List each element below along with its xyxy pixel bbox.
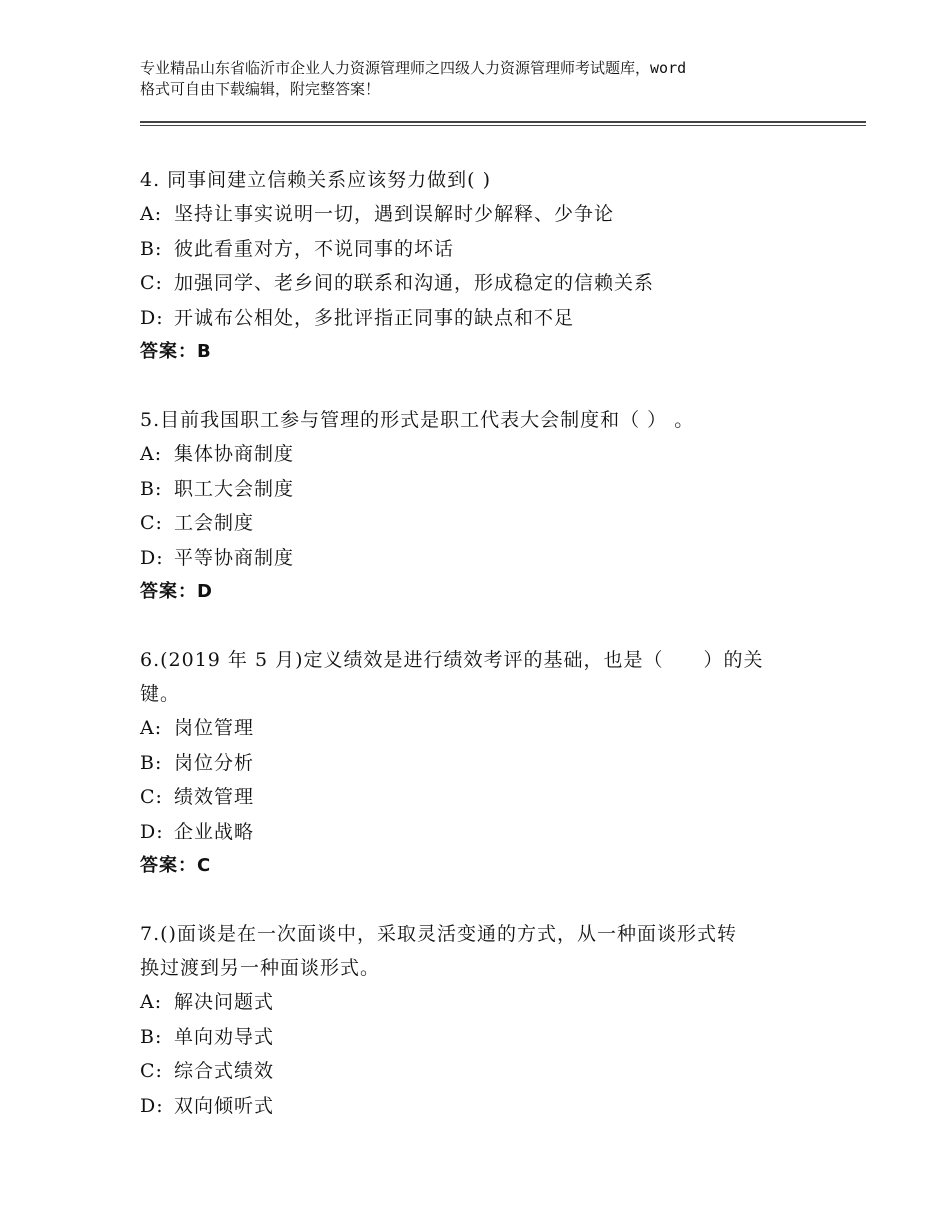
option-key: B:: [140, 237, 163, 260]
answer-line: 答案：B: [140, 341, 212, 362]
question-stem: 4. 同事间建立信赖关系应该努力做到( ): [140, 169, 492, 191]
answer-option: [140, 301, 820, 336]
header-divider: [140, 121, 866, 123]
answer-option: [140, 541, 820, 576]
option-key: A:: [140, 443, 163, 465]
question-block: [140, 643, 820, 883]
question-spacer: [140, 883, 820, 917]
option-text: 平等协商制度: [174, 546, 295, 569]
option-key: C:: [140, 1060, 163, 1082]
question-stem: 换过渡到另一种面谈形式。: [140, 957, 381, 979]
option-text: 加强同学、老乡间的联系和沟通，形成稳定的信赖关系: [174, 272, 655, 294]
header-line-1: 专业精品山东省临沂市企业人力资源管理师之四级人力资源管理师考试题库，word: [140, 59, 687, 77]
option-key: D:: [140, 1094, 164, 1117]
answer-option: [140, 780, 820, 815]
option-text: 坚持让事实说明一切，遇到误解时少解释、少争论: [174, 203, 615, 225]
option-key: D:: [140, 546, 164, 569]
option-text: 集体协商制度: [174, 443, 295, 465]
option-key: B:: [140, 1025, 163, 1048]
answer-option: [140, 437, 820, 472]
option-key: D:: [140, 306, 164, 329]
option-text: 职工大会制度: [174, 477, 295, 500]
option-text: 岗位分析: [174, 751, 255, 774]
option-text: 综合式绩效: [174, 1060, 275, 1082]
answer-option: [140, 197, 820, 232]
question-block: [140, 403, 820, 609]
answer-option: [140, 746, 820, 781]
answer-option: [140, 472, 820, 507]
answer-option: [140, 1020, 820, 1055]
option-key: A:: [140, 203, 163, 225]
option-key: C:: [140, 786, 163, 808]
question-spacer: [140, 609, 820, 643]
option-text: 企业战略: [174, 820, 255, 843]
header-line-2: 格式可自由下载编辑，附完整答案！: [140, 80, 381, 98]
question-stem: 7.()面谈是在一次面谈中，采取灵活变通的方式，从一种面谈形式转: [140, 923, 737, 945]
answer-option: [140, 266, 820, 301]
option-key: A:: [140, 717, 163, 739]
question-list: [140, 163, 820, 1123]
option-text: 双向倾听式: [174, 1094, 275, 1117]
question-stem: 5.目前我国职工参与管理的形式是职工代表大会制度和（ ） 。: [140, 409, 695, 431]
answer-line: 答案：C: [140, 855, 212, 876]
option-text: 开诚布公相处，多批评指正同事的缺点和不足: [174, 306, 575, 329]
answer-option: [140, 1054, 820, 1089]
option-key: B:: [140, 477, 163, 500]
answer-option: [140, 711, 820, 746]
answer-option: [140, 506, 820, 541]
header-divider-thin: [140, 125, 866, 126]
option-text: 工会制度: [174, 512, 255, 534]
question-block: [140, 163, 820, 369]
option-text: 绩效管理: [174, 786, 255, 808]
question-stem: 键。: [140, 683, 181, 705]
option-text: 解决问题式: [174, 991, 275, 1013]
option-key: C:: [140, 272, 163, 294]
answer-line: 答案：D: [140, 581, 213, 602]
answer-option: [140, 985, 820, 1020]
answer-option: [140, 232, 820, 267]
question-stem: 6.(2019 年 5 月)定义绩效是进行绩效考评的基础，也是（ ）的关: [140, 649, 764, 671]
option-key: A:: [140, 991, 163, 1013]
option-text: 单向劝导式: [174, 1025, 275, 1048]
question-block: [140, 917, 820, 1123]
question-spacer: [140, 369, 820, 403]
page-header: [140, 58, 840, 100]
answer-option: [140, 1089, 820, 1124]
option-key: D:: [140, 820, 164, 843]
option-key: B:: [140, 751, 163, 774]
option-text: 彼此看重对方，不说同事的坏话: [174, 237, 455, 260]
option-key: C:: [140, 512, 163, 534]
answer-option: [140, 815, 820, 850]
option-text: 岗位管理: [174, 717, 255, 739]
